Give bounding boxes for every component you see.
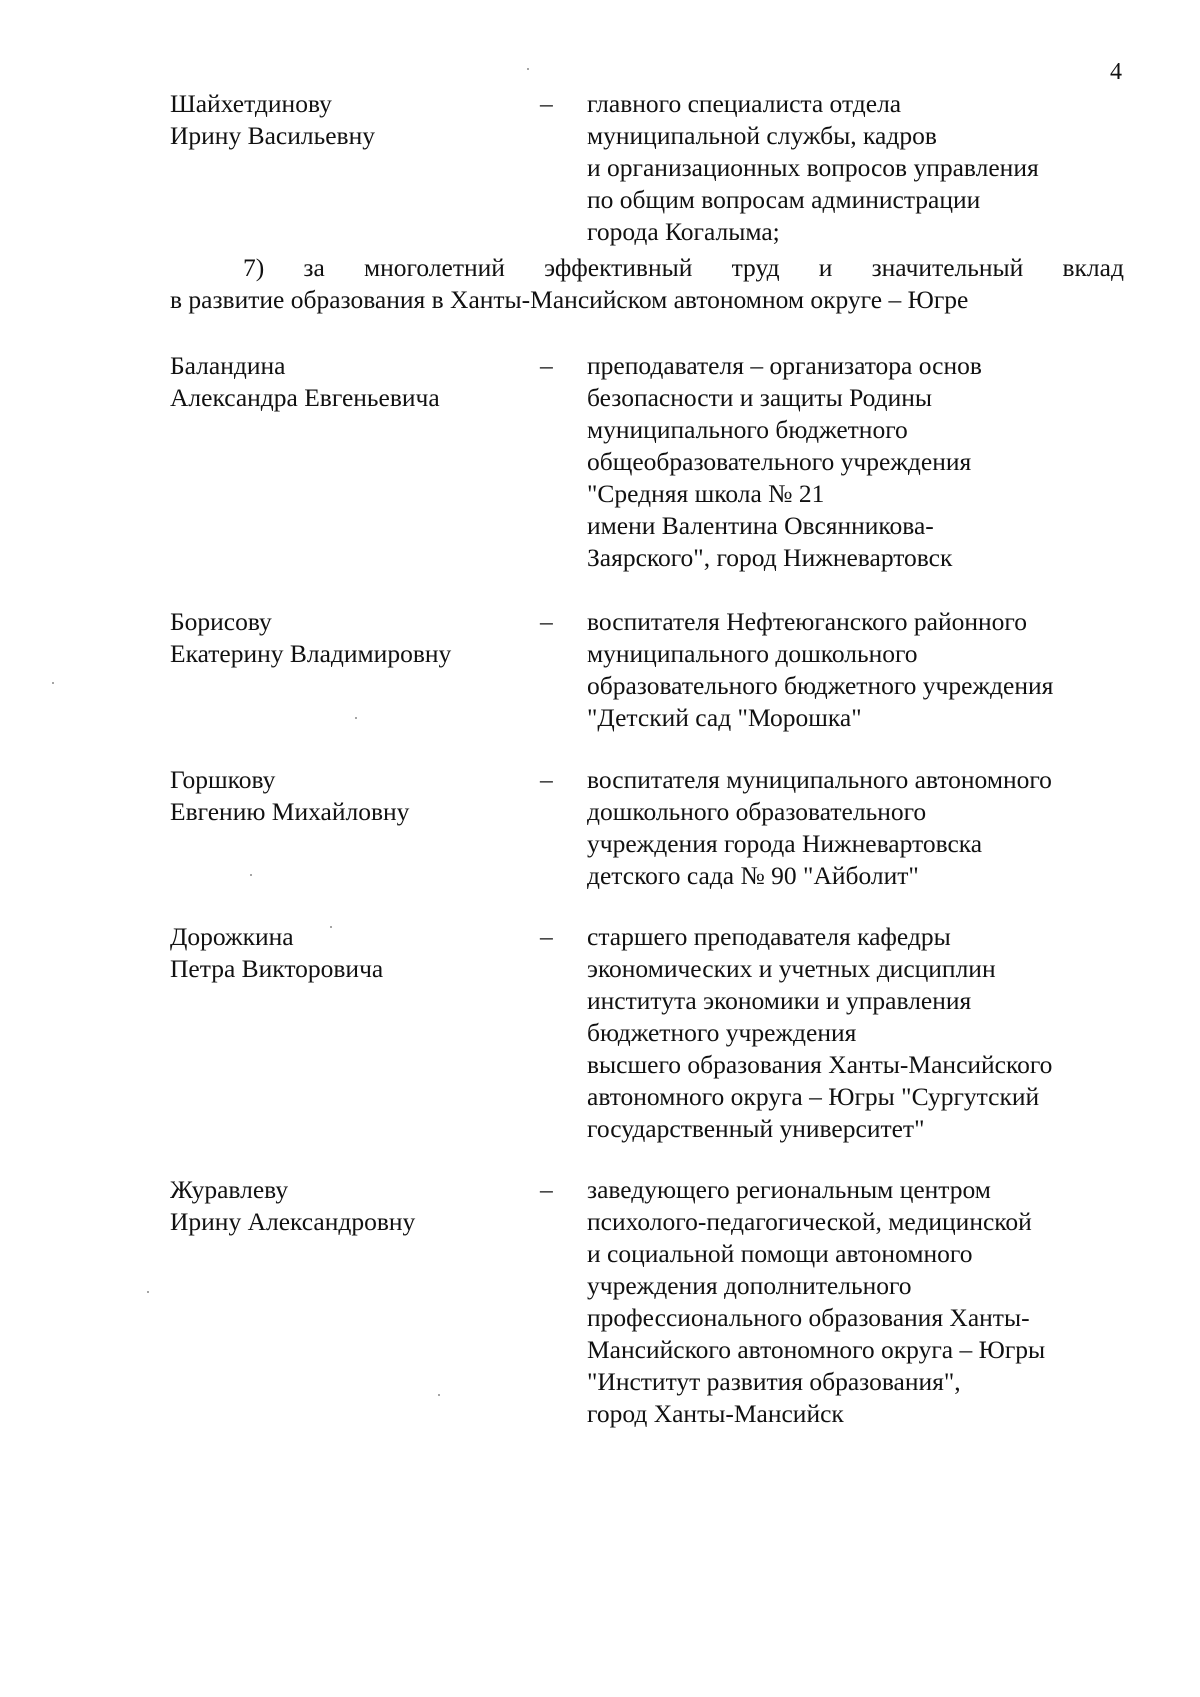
name-line: Баландина [170,351,286,380]
name-line: Журавлеву [170,1175,289,1204]
position-description [587,764,1127,892]
dash-separator: – [540,607,553,636]
scan-speck [438,1394,440,1396]
desc-line: профессионального образования Ханты- [587,1303,1030,1332]
dash-separator: – [540,1175,553,1204]
desc-line: института экономики и управления [587,986,972,1015]
desc-line: учреждения города Нижневартовска [587,829,983,858]
desc-line: заведующего региональным центром [587,1175,991,1204]
page-number: 4 [1110,59,1122,85]
heading-word: 7) [243,253,265,282]
scan-speck [52,682,54,684]
person-name [170,606,550,670]
heading-word: и [818,253,833,282]
scan-speck [147,1291,149,1293]
heading-word: за [303,253,325,282]
dash-separator: – [540,922,553,951]
person-name [170,764,550,828]
desc-line: муниципального дошкольного [587,639,918,668]
section-heading-line2: в развитие образования в Ханты-Мансийском автономном округе – Югре [170,285,969,314]
heading-word: значительный [871,253,1024,282]
desc-line: Мансийского автономного округа – Югры [587,1335,1046,1364]
desc-line: государственный университет" [587,1114,925,1143]
name-line: Дорожкина [170,922,294,951]
desc-line: "Детский сад "Морошка" [587,703,862,732]
desc-line: воспитателя муниципального автономного [587,765,1052,794]
desc-line: "Институт развития образования", [587,1367,961,1396]
desc-line: образовательного бюджетного учреждения [587,671,1054,700]
desc-line: психолого-педагогической, медицинской [587,1207,1032,1236]
desc-line: город Ханты-Мансийск [587,1399,844,1428]
dash-separator: – [540,89,553,118]
person-name [170,350,550,414]
desc-line: преподавателя – организатора основ [587,351,982,380]
person-name [170,88,550,152]
desc-line: муниципальной службы, кадров [587,121,937,150]
desc-line: и социальной помощи автономного [587,1239,973,1268]
desc-line: дошкольного образовательного [587,797,927,826]
name-line: Александра Евгеньевича [170,383,440,412]
position-description [587,1174,1127,1430]
desc-line: безопасности и защиты Родины [587,383,933,412]
position-description [587,88,1127,248]
scan-speck [527,68,529,70]
name-line: Екатерину Владимировну [170,639,452,668]
desc-line: старшего преподавателя кафедры [587,922,951,951]
desc-line: общеобразовательного учреждения [587,447,972,476]
name-line: Ирину Александровну [170,1207,416,1236]
name-line: Петра Викторовича [170,954,384,983]
desc-line: и организационных вопросов управления [587,153,1039,182]
desc-line: экономических и учетных дисциплин [587,954,996,983]
position-description [587,350,1127,574]
person-name [170,1174,550,1238]
heading-word: многолетний [364,253,505,282]
desc-line: высшего образования Ханты-Мансийского [587,1050,1053,1079]
name-line: Горшкову [170,765,276,794]
desc-line: по общим вопросам администрации [587,185,981,214]
desc-line: детского сада № 90 "Айболит" [587,861,919,890]
desc-line: имени Валентина Овсянникова- [587,511,934,540]
position-description [587,606,1127,734]
name-line: Шайхетдинову [170,89,332,118]
heading-word: эффективный [544,253,693,282]
name-line: Евгению Михайловну [170,797,410,826]
heading-word: труд [731,253,780,282]
desc-line: "Средняя школа № 21 [587,479,825,508]
desc-line: воспитателя Нефтеюганского районного [587,607,1027,636]
dash-separator: – [540,765,553,794]
desc-line: главного специалиста отдела [587,89,902,118]
scan-speck [250,874,252,876]
section-heading-7 [170,252,1124,316]
heading-word: вклад [1062,253,1124,282]
section-heading-line1 [170,252,1124,284]
scan-speck [355,717,357,719]
desc-line: учреждения дополнительного [587,1271,912,1300]
scan-speck [330,926,332,928]
desc-line: города Когалыма; [587,217,780,246]
desc-line: бюджетного учреждения [587,1018,857,1047]
desc-line: автономного округа – Югры "Сургутский [587,1082,1040,1111]
desc-line: Заярского", город Нижневартовск [587,543,953,572]
name-line: Борисову [170,607,272,636]
position-description [587,921,1127,1145]
name-line: Ирину Васильевну [170,121,375,150]
desc-line: муниципального бюджетного [587,415,908,444]
person-name [170,921,550,985]
dash-separator: – [540,351,553,380]
